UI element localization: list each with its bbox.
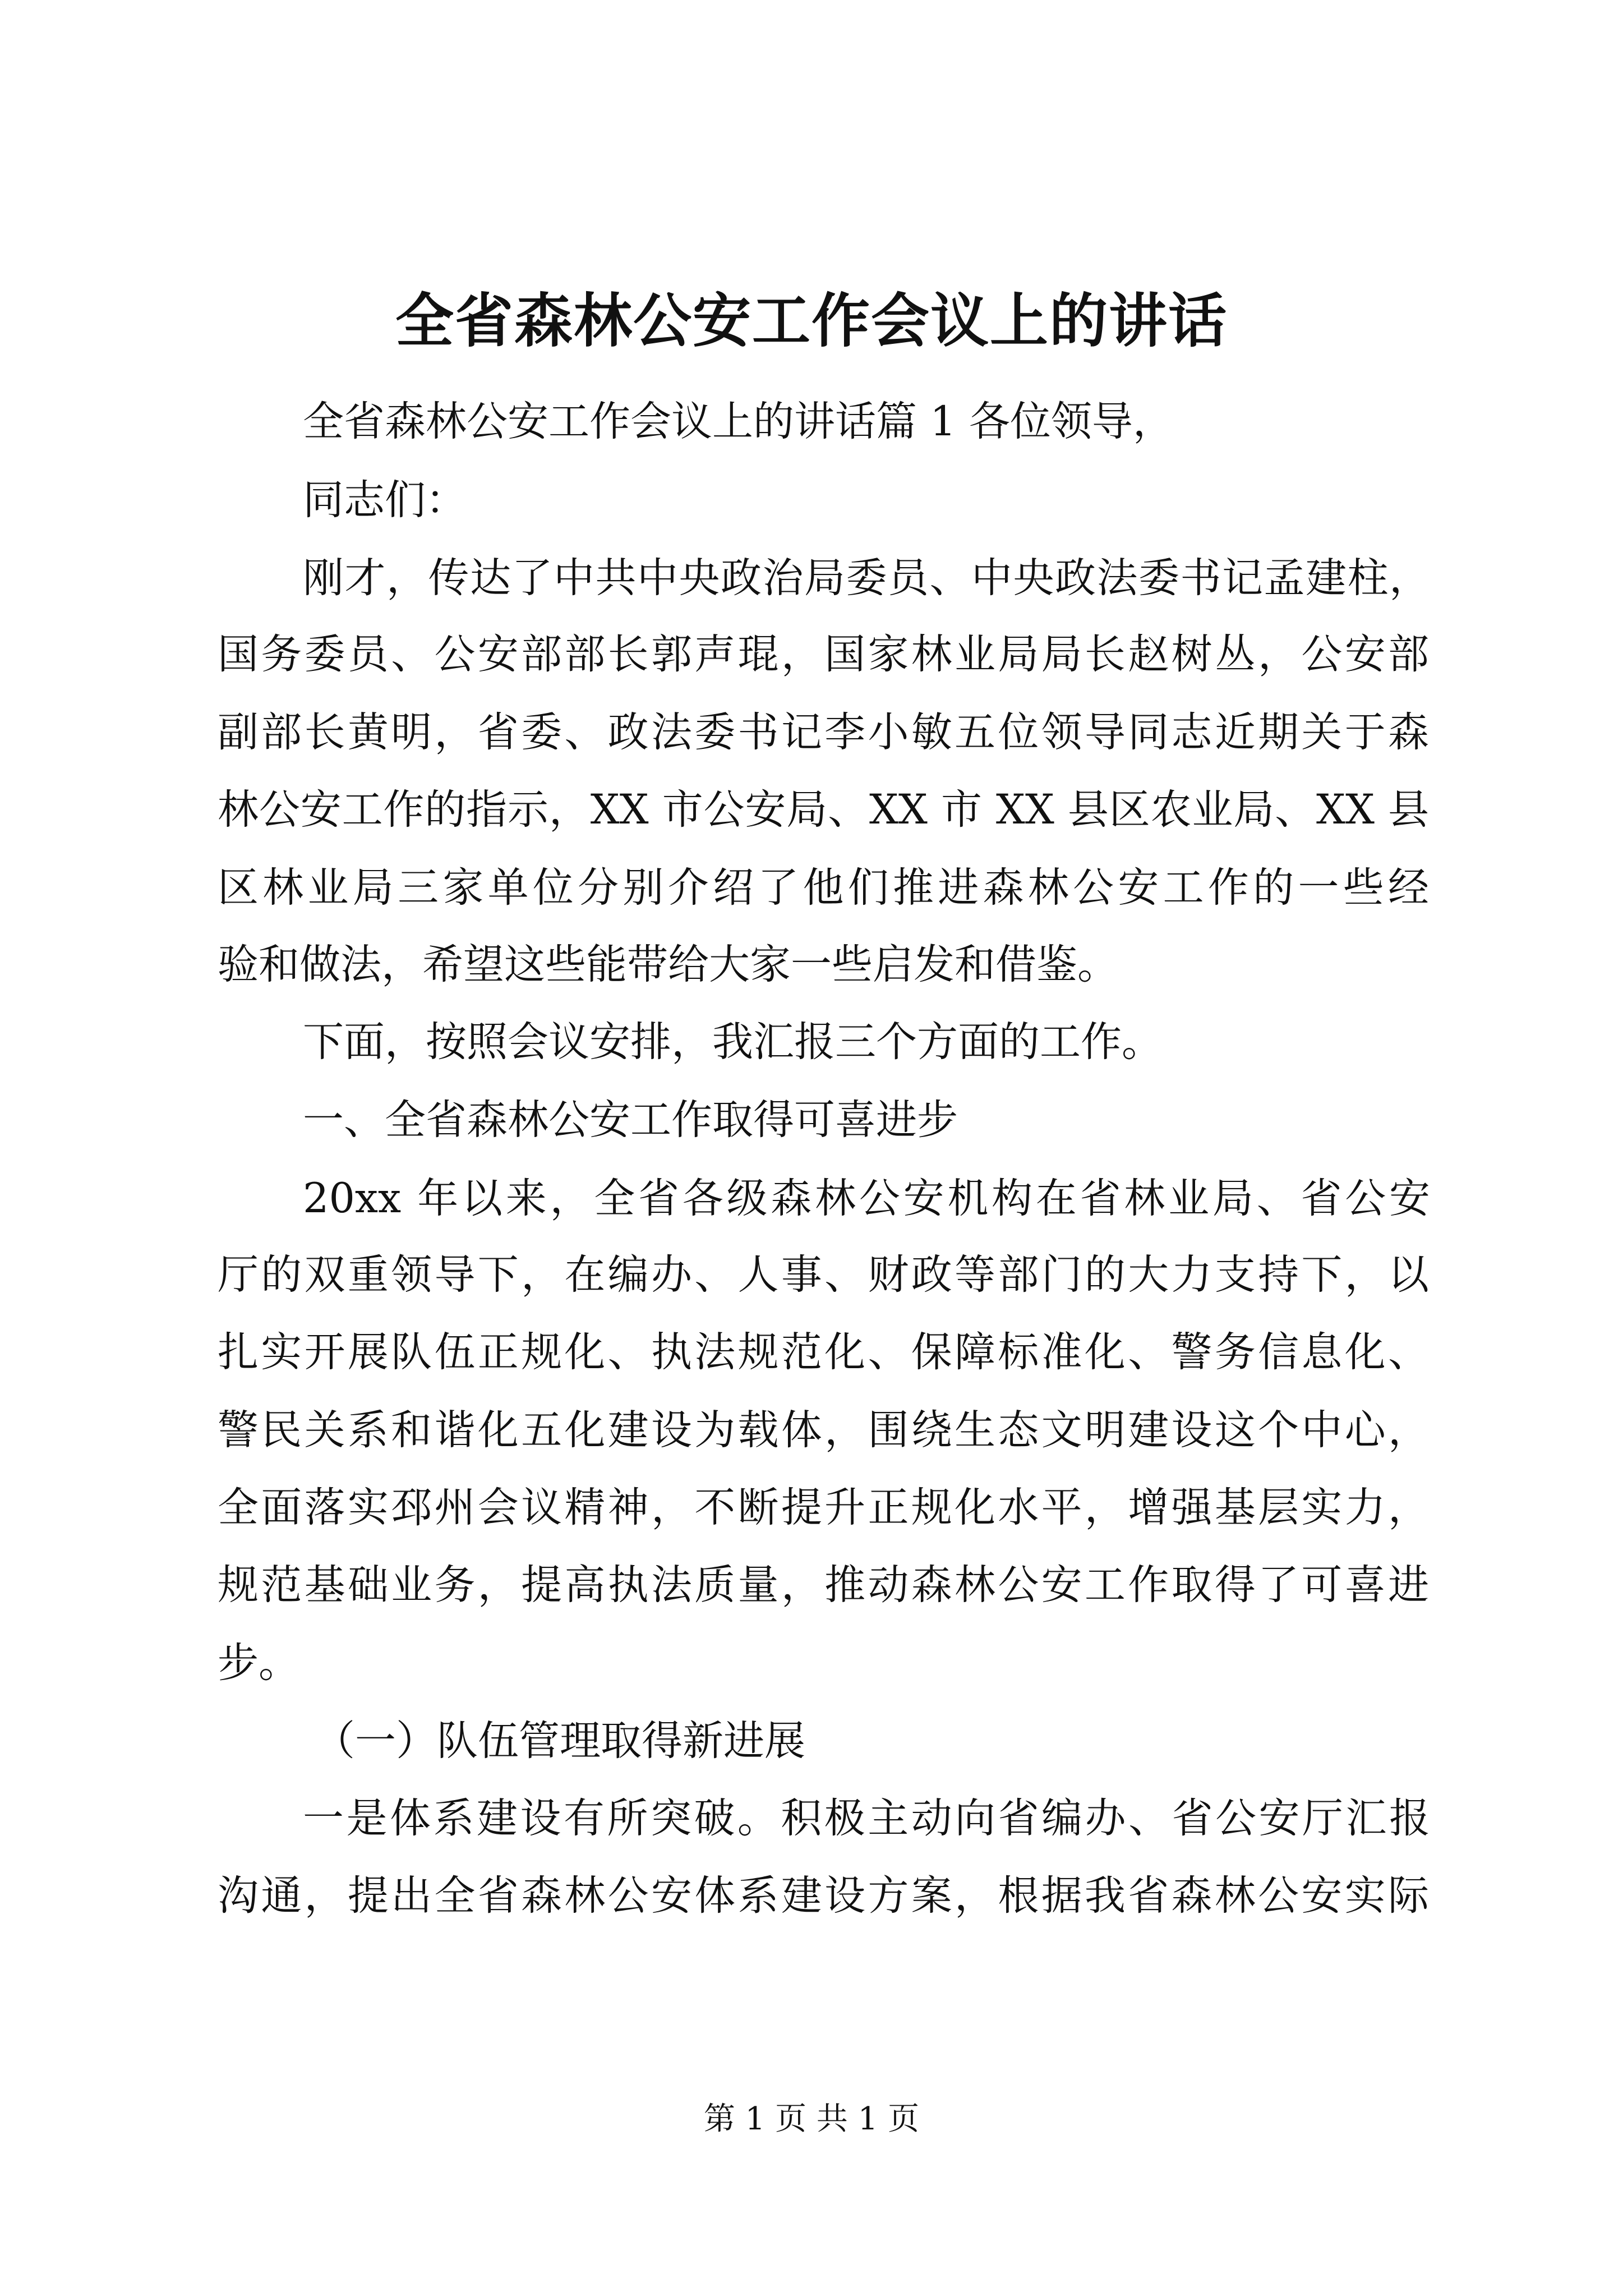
- body-line: 同志们：: [303, 476, 467, 524]
- body-line: 刚才，传达了中共中央政治局委员、中央政法委书记孟建柱，: [303, 554, 1430, 602]
- body-line: 验和做法，希望这些能带给大家一些启发和借鉴。: [218, 941, 1118, 988]
- body-line: 区林业局三家单位分别介绍了他们推进森林公安工作的一些经: [218, 864, 1429, 912]
- body-line: 国务委员、公安部部长郭声琨，国家林业局局长赵树丛，公安部: [218, 631, 1429, 678]
- body-line: 全省森林公安工作会议上的讲话篇 1 各位领导，: [303, 398, 1174, 445]
- body-line: 规范基础业务，提高执法质量，推动森林公安工作取得了可喜进: [218, 1561, 1429, 1609]
- body-line: 警民关系和谐化五化建设为载体，围绕生态文明建设这个中心，: [218, 1406, 1429, 1454]
- body-line: 副部长黄明，省委、政法委书记李小敏五位领导同志近期关于森: [218, 708, 1429, 756]
- body-line: 步。: [218, 1639, 299, 1687]
- body-line: 20xx 年以来，全省各级森林公安机构在省林业局、省公安: [303, 1175, 1430, 1222]
- page-footer: 第 1 页 共 1 页: [703, 2101, 920, 2137]
- body-line: 林公安工作的指示，XX 市公安局、XX 市 XX 县区农业局、XX 县: [218, 786, 1429, 834]
- body-line: 下面，按照会议安排，我汇报三个方面的工作。: [303, 1018, 1163, 1066]
- section-heading: 一、全省森林公安工作取得可喜进步: [303, 1096, 958, 1144]
- body-line: 一是体系建设有所突破。积极主动向省编办、省公安厅汇报: [303, 1795, 1430, 1842]
- body-line: 沟通，提出全省森林公安体系建设方案，根据我省森林公安实际: [218, 1872, 1429, 1920]
- document-title: 全省森林公安工作会议上的讲话: [395, 286, 1228, 355]
- subsection-heading: （一）队伍管理取得新进展: [314, 1717, 805, 1765]
- body-line: 厅的双重领导下，在编办、人事、财政等部门的大力支持下，以: [218, 1251, 1429, 1299]
- body-line: 全面落实邳州会议精神，不断提升正规化水平，增强基层实力，: [218, 1484, 1429, 1531]
- body-line: 扎实开展队伍正规化、执法规范化、保障标准化、警务信息化、: [218, 1328, 1429, 1376]
